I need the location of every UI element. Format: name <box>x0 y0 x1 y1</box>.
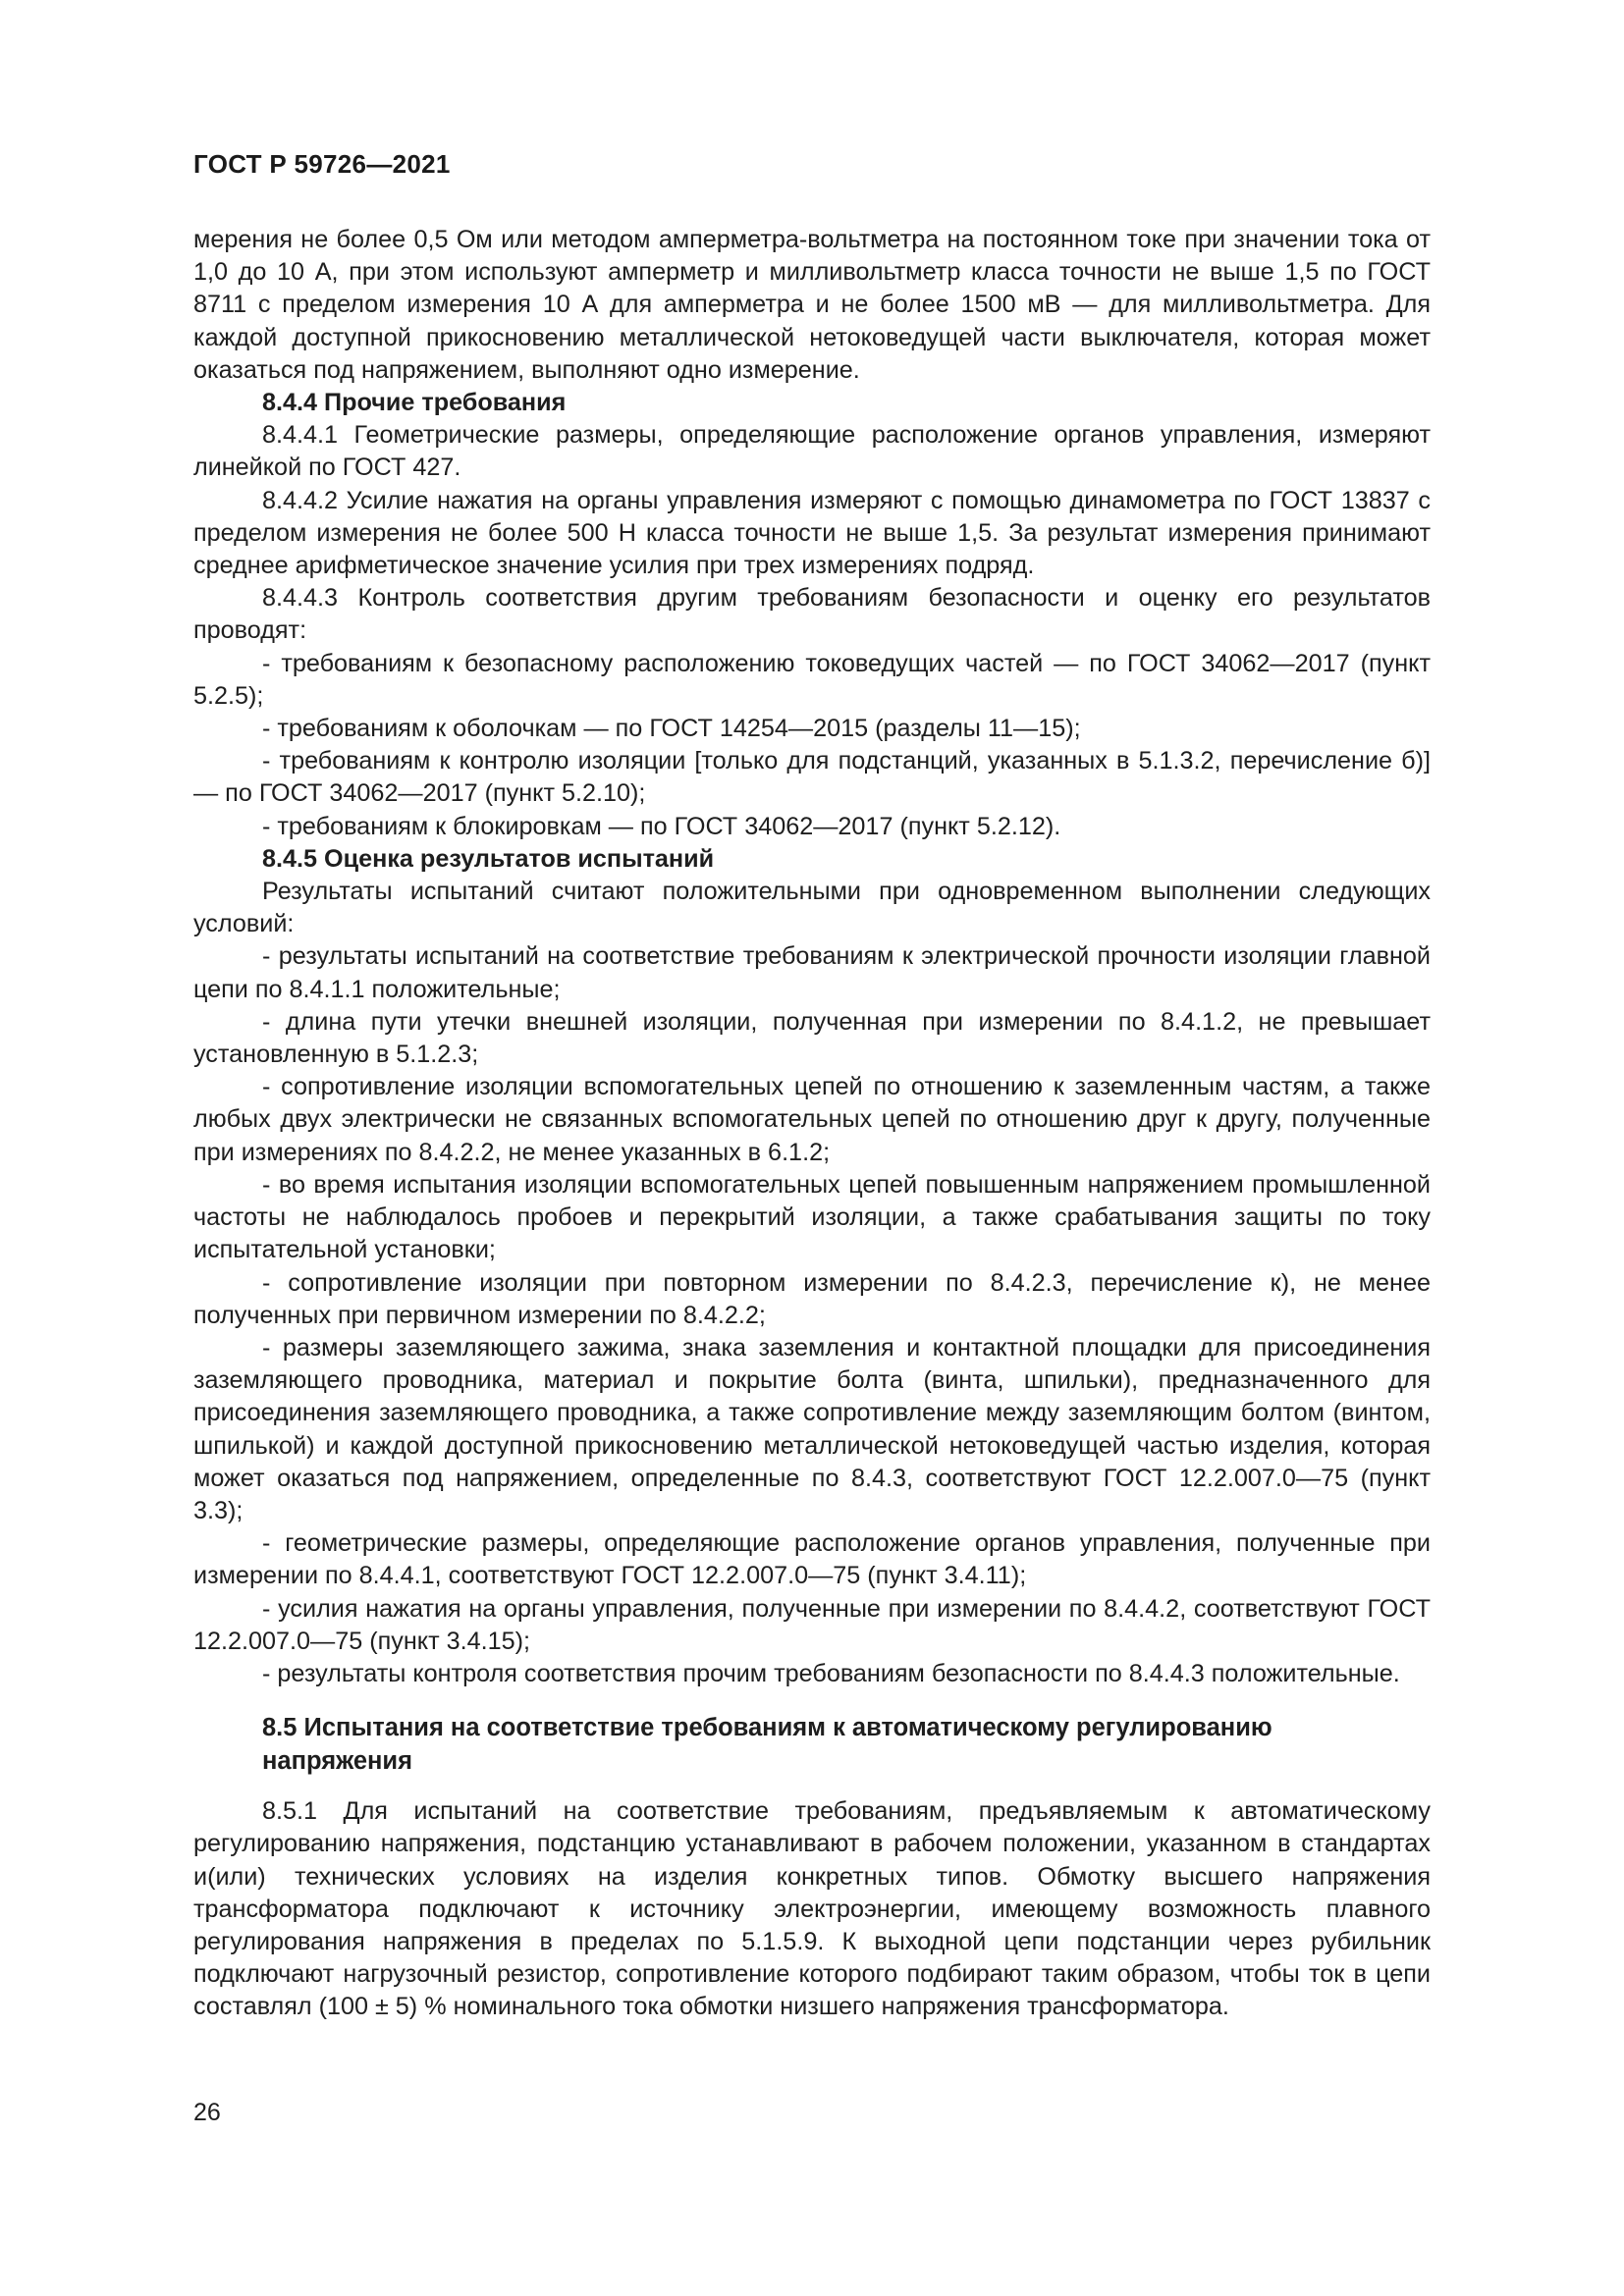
list-item: - длина пути утечки внешней изоляции, полученная при измерении по 8.4.1.2, не превышает установленную в 5.1.2.3; <box>193 1007 1431 1069</box>
subsection-heading-8-4-4: 8.4.4 Прочие требования <box>262 389 567 417</box>
list-item: - усилия нажатия на органы управления, полученные при измерении по 8.4.4.2, соответствуют ГОСТ 12.2.007.0—75 (пункт 3.4.15); <box>193 1594 1431 1655</box>
paragraph-8-4-4-3: 8.4.4.3 Контроль соответствия другим требованиям безопасности и оценку его результатов проводят: <box>193 584 1431 645</box>
list-item: - размеры заземляющего зажима, знака заземления и контактной площадки для присоединения заземляющего проводника, материал и покрытие болта (винта, шпильки), предназначенного для присоединения заземляющего проводника, а также сопротивление между заземляющим болтом (винтом, шпилькой) и каждой доступной прикосновению металлической нетоковедущей частью изделия, которая может оказаться под напряжением, определенные по 8.4.3, соответствуют ГОСТ 12.2.007.0—75 (пункт 3.3); <box>193 1333 1431 1524</box>
page-number: 26 <box>193 2099 221 2126</box>
list-item: - результаты контроля соответствия прочим требованиям безопасности по 8.4.4.3 положительные. <box>262 1659 1400 1687</box>
list-item: - сопротивление изоляции вспомогательных цепей по отношению к заземленным частям, а также любых двух электрически не связанных вспомогательных цепей по отношению друг к другу, полученные при измерениях по 8.4.2.2, не менее указанных в 6.1.2; <box>193 1073 1431 1166</box>
document-code-header: ГОСТ Р 59726—2021 <box>193 149 451 179</box>
list-item: - геометрические размеры, определяющие расположение органов управления, полученные при измерении по 8.4.4.1, соответствуют ГОСТ 12.2.007.0—75 (пункт 3.4.11); <box>193 1529 1431 1590</box>
paragraph-8-4-4-1: 8.4.4.1 Геометрические размеры, определяющие расположение органов управления, измеряют линейкой по ГОСТ 427. <box>193 421 1431 482</box>
paragraph-results-intro: Результаты испытаний считают положительными при одновременном выполнении следующих условий: <box>193 878 1431 938</box>
list-item: - сопротивление изоляции при повторном измерении по 8.4.2.3, перечисление к), не менее полученных при первичном измерении по 8.4.2.2; <box>193 1268 1431 1329</box>
subsection-heading-8-4-5: 8.4.5 Оценка результатов испытаний <box>262 844 715 873</box>
list-item: - во время испытания изоляции вспомогательных цепей повышенным напряжением промышленной частоты не наблюдалось пробоев и перекрытий изоляции, а также срабатывания защиты по току испытательной установки; <box>193 1170 1431 1264</box>
paragraph-8-4-4-2: 8.4.4.2 Усилие нажатия на органы управления измеряют с помощью динамометра по ГОСТ 13837 с пределом измерения не более 500 Н класса точности не выше 1,5. За результат измерения принимают среднее арифметическое значение усилия при трех измерениях подряд. <box>193 486 1431 580</box>
list-item: - требованиям к оболочкам — по ГОСТ 14254—2015 (разделы 11—15); <box>262 715 1081 743</box>
list-item: - требованиям к контролю изоляции [только для подстанций, указанных в 5.1.3.2, перечисление б)] — по ГОСТ 34062—2017 (пункт 5.2.10); <box>193 747 1431 808</box>
section-heading-8-5: 8.5 Испытания на соответствие требованиям к автоматическому регулированию напряжения <box>262 1714 1272 1775</box>
paragraph-continuation: мерения не более 0,5 Ом или методом амперметра-вольтметра на постоянном токе при значении тока от 1,0 до 10 А, при этом используют амперметр и милливольтметр класса точности не выше 1,5 по ГОСТ 8711 с пределом измерения 10 А для амперметра и не более 1500 мВ — для милливольтметра. Для каждой доступной прикосновению металлической нетоковедущей части выключателя, которая может оказаться под напряжением, выполняют одно измерение. <box>193 226 1431 384</box>
list-item: - требованиям к безопасному расположению токоведущих частей — по ГОСТ 34062—2017 (пункт 5.2.5); <box>193 649 1431 710</box>
paragraph-8-5-1: 8.5.1 Для испытаний на соответствие требованиям, предъявляемым к автоматическому регулированию напряжения, подстанцию устанавливают в рабочем положении, указанном в стандартах и(или) технических условиях на изделия конкретных типов. Обмотку высшего напряжения трансформатора подключают к источнику электроэнергии, имеющему возможность плавного регулирования напряжения в пределах по 5.1.5.9. К выходной цепи подстанции через рубильник подключают нагрузочный резистор, сопротивление которого подбирают таким образом, чтобы ток в цепи составлял (100 ± 5) % номинального тока обмотки низшего напряжения трансформатора. <box>193 1797 1431 2021</box>
list-item: - требованиям к блокировкам — по ГОСТ 34062—2017 (пункт 5.2.12). <box>262 812 1061 840</box>
list-item: - результаты испытаний на соответствие требованиям к электрической прочности изоляции главной цепи по 8.4.1.1 положительные; <box>193 942 1431 1003</box>
document-body <box>193 224 1431 2024</box>
